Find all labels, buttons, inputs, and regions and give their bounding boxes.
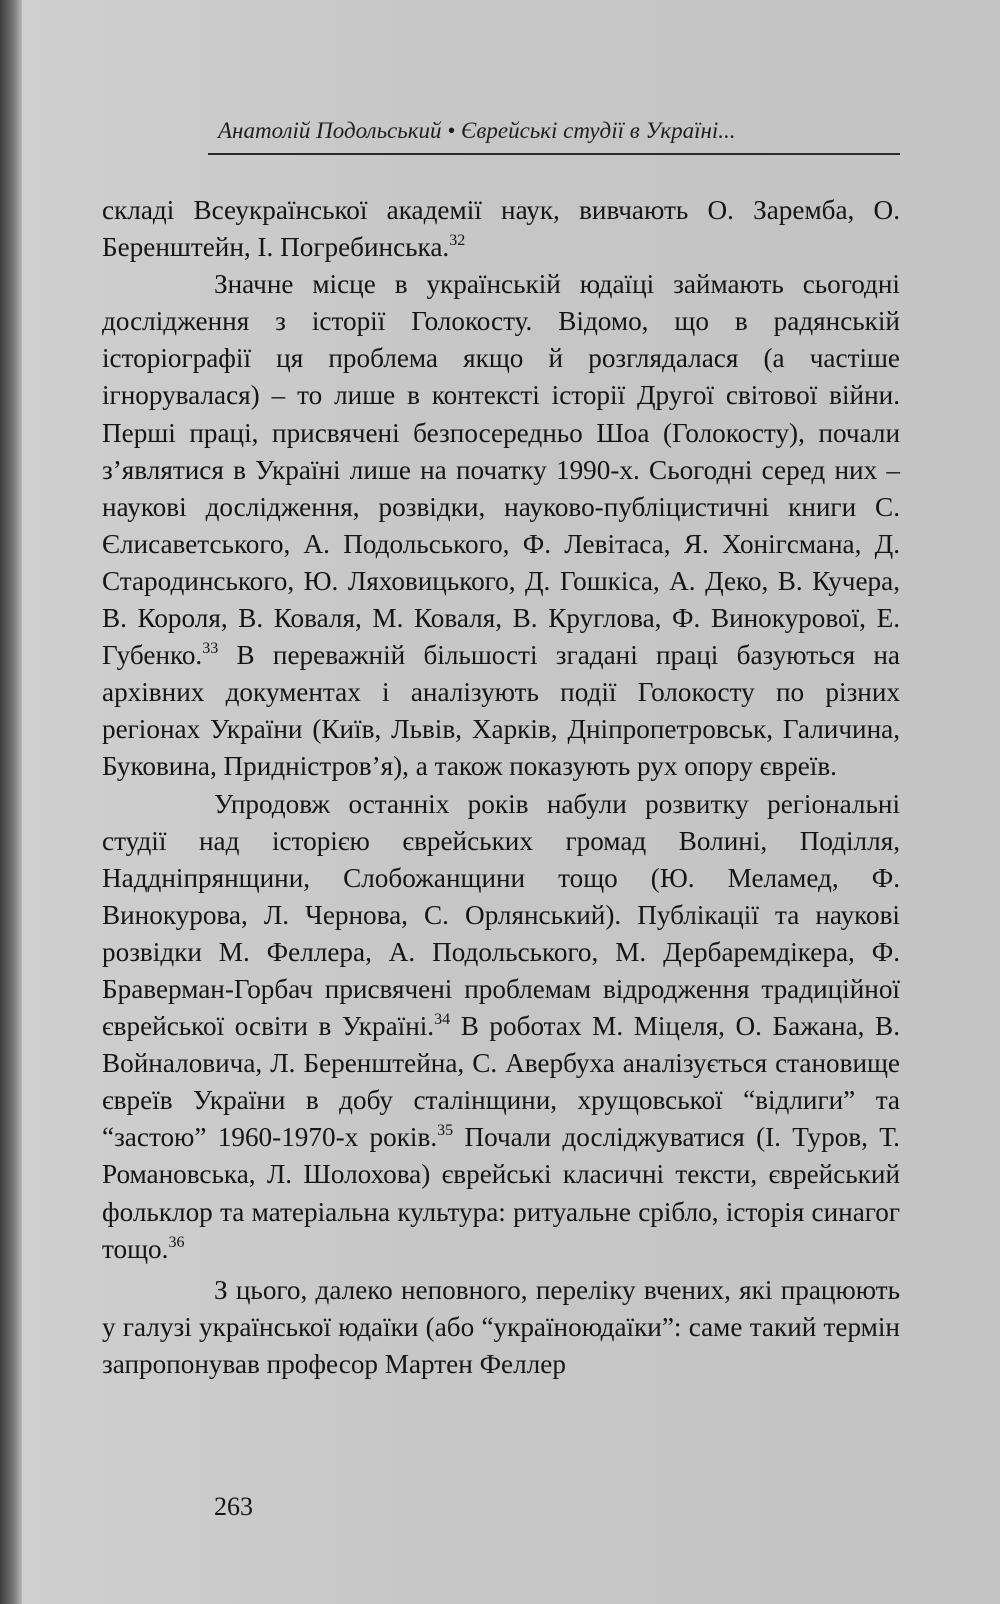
footnote-marker: 32 [449, 232, 466, 250]
paragraph-text: З цього, далеко неповного, переліку вчених, які працюють у галузі української юдаїки (або “україноюдаїки”: саме такий термін запропонував професор Мартен Феллер [102, 1274, 900, 1379]
footnote-marker: 35 [437, 1122, 454, 1140]
body-text [102, 192, 900, 1383]
paragraph-text: В роботах М. Міцеля, О. Бажана, В. Войналовича, Л. Беренштейна, С. Авербуха аналізується становище євреїв України в добу сталінщини, хрущовської “відлиги” та “застою” 1960-1970-х років. [102, 1011, 900, 1153]
page-number: 263 [214, 1492, 253, 1521]
paragraph [102, 266, 900, 785]
footnote-marker: 34 [434, 1011, 451, 1029]
paragraph-text: Значне місце в українській юдаїці займають сьогодні дослідження з історії Голокосту. Відомо, що в радянській історіографії ця проблема якщо й розглядалася (а частіше ігнорувалася) – то лише в контексті історії Другої світової війни. Перші праці, присвячені безпосередньо Шоа (Голокосту), почали з’являтися в Україні лише на початку 1990-х. Сьогодні серед них – наукові дослідження, розвідки, науково-публіцистичні книги С. Єлисаветського, А. Подольського, Ф. Левітаса, Я. Хонігсмана, Д. Стародинського, Ю. Ляховицького, Д. Гошкіса, А. Деко, В. Кучера, В. Короля, В. Коваля, М. Коваля, В. Круглова, Ф. Винокурової, Е. Губенко. [102, 269, 900, 671]
running-head: Анатолій Подольський • Єврейські студії в Україні... [218, 118, 736, 143]
paragraph-text: Упродовж останніх років набули розвитку регіональні студії над історією єврейських громад Волині, Поділля, Наддніпрянщини, Слобожанщини тощо (Ю. Меламед, Ф. Винокурова, Л. Чернова, С. Орлянський). Публікації та наукові розвідки М. Феллера, А. Подольського, М. Дербаремдікера, Ф. Браверман-Горбач присвячені проблемам відродження традиційної єврейської освіти в Україні. [102, 788, 900, 1042]
footnote-marker: 36 [168, 1233, 185, 1251]
footnote-marker: 33 [202, 640, 219, 658]
paragraph [102, 786, 900, 1268]
paragraph [102, 192, 900, 266]
paragraph-text: складі Всеукраїнської академії наук, вивчають О. Заремба, О. Беренштейн, І. Погребинська. [102, 195, 900, 263]
header-rule [208, 153, 900, 155]
book-gutter-shadow [0, 0, 22, 1604]
paragraph-text: В переважній більшості згадані праці базуються на архівних документах і аналізують події Голокосту по різних регіонах України (Київ, Львів, Харків, Дніпропетровськ, Галичина, Буковина, Придністров’я), а також показують рух опору євреїв. [102, 640, 900, 782]
paragraph-text: Почали досліджуватися (І. Туров, Т. Романовська, Л. Шолохова) єврейські класичні тексти, єврейський фольклор та матеріальна культура: ритуальне срібло, історія синагог тощо. [102, 1122, 900, 1264]
paragraph [102, 1272, 900, 1383]
